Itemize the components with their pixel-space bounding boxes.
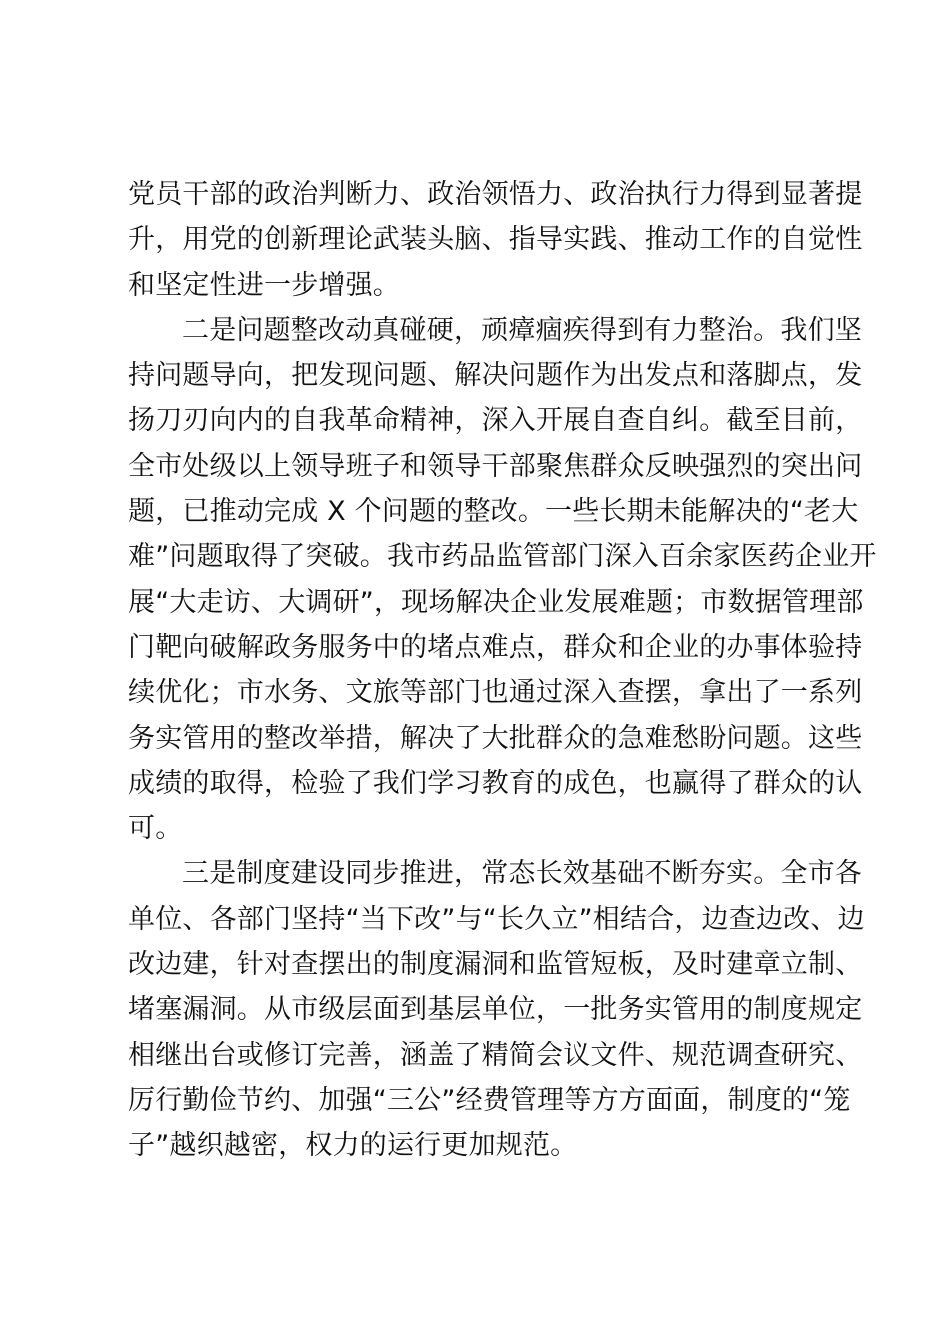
text-line: 持问题导向，把发现问题、解决问题作为出发点和落脚点，发 [128, 360, 863, 392]
text-line: 相继出台或修订完善，涵盖了精简会议文件、规范调查研究、 [128, 1039, 863, 1071]
text-line: 厉行勤俭节约、加强“三公”经费管理等方方面面，制度的“笼 [128, 1084, 851, 1116]
text-line: 改边建，针对查摆出的制度漏洞和监管短板，及时建章立制、 [128, 949, 863, 981]
text-line: 可。 [128, 813, 183, 845]
text-line: 全市处级以上领导班子和领导干部聚焦群众反映强烈的突出问 [128, 450, 863, 482]
paragraph-first-line: 二是问题整改动真碰硬，顽瘴痼疾得到有力整治。我们坚 [182, 314, 862, 346]
text-line: 门靶向破解政务服务中的堵点难点，群众和企业的办事体验持 [128, 631, 863, 663]
text-line: 升，用党的创新理论武装头脑、指导实践、推动工作的自觉性 [128, 224, 863, 256]
body-text [128, 172, 877, 1169]
text-line: 题，已推动完成 X 个问题的整改。一些长期未能解决的“老大 [128, 496, 859, 528]
text-line: 堵塞漏洞。从市级层面到基层单位，一批务实管用的制度规定 [128, 994, 863, 1026]
text-line: 扬刀刃向内的自我革命精神，深入开展自查自纠。截至目前， [128, 405, 863, 437]
text-line: 子”越织越密，权力的运行更加规范。 [128, 1130, 578, 1162]
text-line: 单位、各部门坚持“当下改”与“长久立”相结合，边查边改、边 [128, 903, 865, 935]
paragraph-first-line: 三是制度建设同步推进，常态长效基础不断夯实。全市各 [182, 858, 862, 890]
text-line: 成绩的取得，检验了我们学习教育的成色，也赢得了群众的认 [128, 767, 863, 799]
text-line: 续优化；市水务、文旅等部门也通过深入查摆，拿出了一系列 [128, 677, 863, 709]
text-line: 难”问题取得了突破。我市药品监管部门深入百余家医药企业开 [128, 541, 877, 573]
text-line: 务实管用的整改举措，解决了大批群众的急难愁盼问题。这些 [128, 722, 863, 754]
text-line: 党员干部的政治判断力、政治领悟力、政治执行力得到显著提 [128, 179, 863, 210]
text-line: 展“大走访、大调研”，现场解决企业发展难题；市数据管理部 [128, 586, 864, 618]
text-line: 和坚定性进一步增强。 [128, 269, 400, 301]
